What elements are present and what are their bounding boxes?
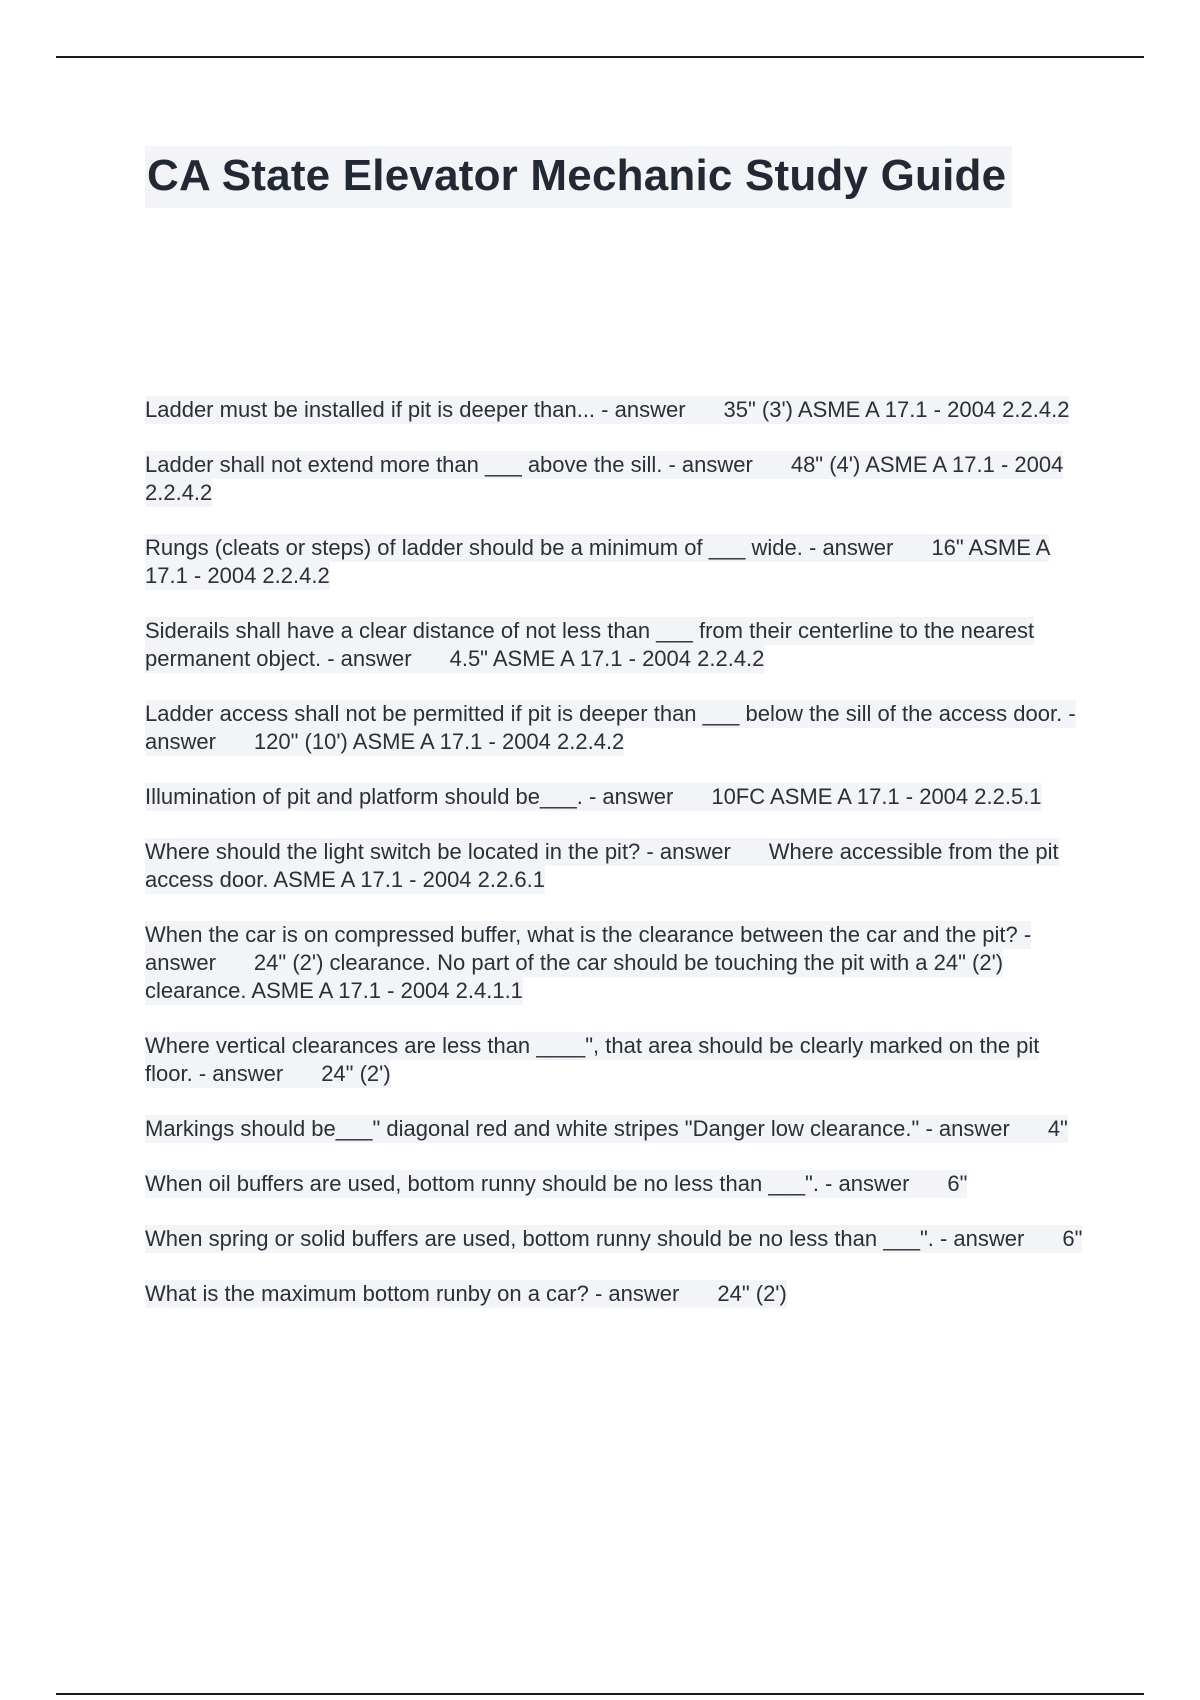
qa-item [145, 1280, 1085, 1308]
qa-item [145, 1032, 1085, 1088]
question-text: Where vertical clearances are less than ____", that area should be clearly marked on the pit floor. [145, 1033, 1040, 1086]
answer-label: - answer [802, 535, 894, 560]
question-text: Rungs (cleats or steps) of ladder should be a minimum of ___ wide. [145, 535, 803, 560]
answer-text: 4.5" ASME A 17.1 - 2004 2.2.4.2 [449, 646, 765, 671]
answer-text: 24" (2') [321, 1061, 391, 1086]
question-text: Ladder access shall not be permitted if pit is deeper than ___ below the sill of the access door. [145, 701, 1063, 726]
qa-item [145, 700, 1085, 756]
qa-item [145, 1115, 1085, 1143]
qa-item [145, 451, 1085, 507]
answer-text: 48" (4') ASME A 17.1 - 2004 2.2.4.2 [145, 452, 1064, 505]
answer-label: - answer [145, 922, 1032, 975]
question-text: When the car is on compressed buffer, what is the clearance between the car and the pit? [145, 922, 1018, 947]
qa-item [145, 1225, 1085, 1253]
question-text: Markings should be___" diagonal red and white stripes "Danger low clearance." [145, 1116, 920, 1141]
question-text: Ladder shall not extend more than ___ above the sill. [145, 452, 663, 477]
answer-label: - answer [662, 452, 753, 477]
answer-label: - answer [145, 701, 1076, 754]
qa-list [145, 396, 1085, 1335]
answer-label: - answer [933, 1226, 1025, 1251]
qa-item [145, 838, 1085, 894]
page-title: CA State Elevator Mechanic Study Guide [145, 146, 1012, 208]
question-text: Illumination of pit and platform should be___. [145, 784, 583, 809]
answer-text: 35" (3') ASME A 17.1 - 2004 2.2.4.2 [723, 397, 1070, 422]
question-text: What is the maximum bottom runby on a car? [145, 1281, 589, 1306]
answer-text: 6" [947, 1171, 968, 1196]
answer-label: - answer [321, 646, 412, 671]
answer-label: - answer [582, 784, 674, 809]
question-text: When spring or solid buffers are used, bottom runny should be no less than ___". [145, 1226, 934, 1251]
answer-label: - answer [640, 839, 731, 864]
question-text: Siderails shall have a clear distance of not less than ___ from their centerline to the nearest permanent object. [145, 618, 1035, 671]
qa-item [145, 921, 1085, 1005]
qa-item [145, 396, 1085, 424]
qa-item [145, 783, 1085, 811]
question-text: When oil buffers are used, bottom runny should be no less than ___". [145, 1171, 819, 1196]
question-text: Where should the light switch be located in the pit? [145, 839, 641, 864]
answer-text: 120" (10') ASME A 17.1 - 2004 2.2.4.2 [253, 729, 625, 754]
answer-text: 24" (2') clearance. No part of the car should be touching the pit with a 24" (2') clearance. ASME A 17.1 - 2004 2.4.1.1 [145, 950, 1004, 1003]
answer-label: - answer [919, 1116, 1010, 1141]
answer-text: Where accessible from the pit access door. ASME A 17.1 - 2004 2.2.6.1 [145, 839, 1059, 892]
qa-item [145, 617, 1085, 673]
answer-text: 16" ASME A 17.1 - 2004 2.2.4.2 [145, 535, 1050, 588]
answer-text: 6" [1062, 1226, 1083, 1251]
footer-rule [56, 1693, 1144, 1695]
answer-label: - answer [588, 1281, 680, 1306]
question-text: Ladder must be installed if pit is deeper than... [145, 397, 596, 422]
answer-label: - answer [818, 1171, 910, 1196]
qa-item [145, 1170, 1085, 1198]
answer-text: 10FC ASME A 17.1 - 2004 2.2.5.1 [711, 784, 1042, 809]
answer-label: - answer [192, 1061, 284, 1086]
answer-text: 4" [1047, 1116, 1068, 1141]
qa-item [145, 534, 1085, 590]
answer-label: - answer [595, 397, 686, 422]
answer-text: 24" (2') [717, 1281, 787, 1306]
header-rule [56, 56, 1144, 58]
